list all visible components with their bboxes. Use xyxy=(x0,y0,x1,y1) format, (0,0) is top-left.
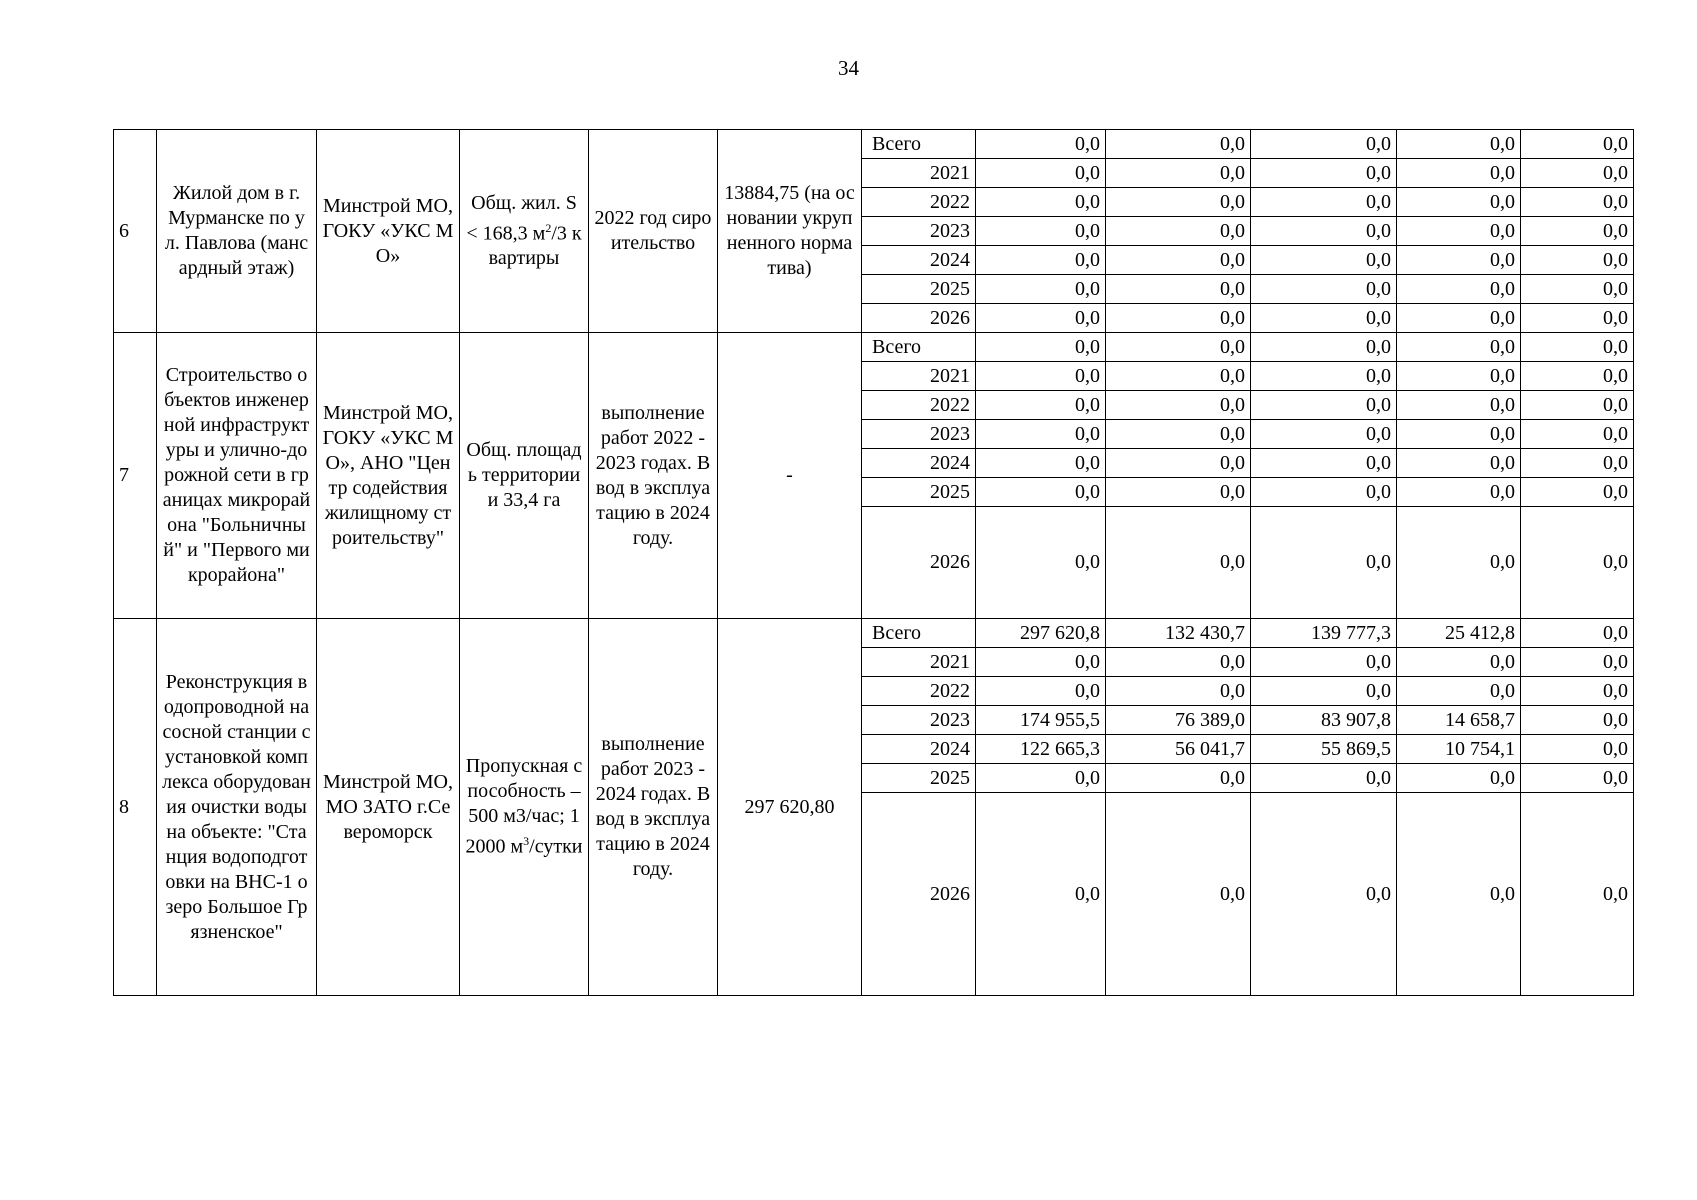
year-label: 2025 xyxy=(862,478,976,507)
funding-value-5: 0,0 xyxy=(1521,304,1634,333)
funding-value-1: 0,0 xyxy=(976,420,1106,449)
funding-value-3: 0,0 xyxy=(1251,304,1397,333)
year-label: 2023 xyxy=(862,420,976,449)
construction-term: 2022 год сироительство xyxy=(589,130,718,333)
funding-value-3: 0,0 xyxy=(1251,333,1397,362)
year-label: 2022 xyxy=(862,391,976,420)
funding-value-3: 139 777,3 xyxy=(1251,619,1397,648)
funding-value-2: 0,0 xyxy=(1106,217,1251,246)
funding-value-5: 0,0 xyxy=(1521,188,1634,217)
funding-value-4: 0,0 xyxy=(1397,764,1521,793)
funding-value-2: 0,0 xyxy=(1106,159,1251,188)
page-number: 34 xyxy=(838,56,859,80)
year-label: 2023 xyxy=(862,217,976,246)
funding-value-2: 0,0 xyxy=(1106,793,1251,996)
funding-value-3: 55 869,5 xyxy=(1251,735,1397,764)
capacity: Общ. жил. S < 168,3 $м^2/3$ квартиры xyxy=(460,130,589,333)
funding-value-5: 0,0 xyxy=(1521,677,1634,706)
funding-value-5: 0,0 xyxy=(1521,507,1634,619)
funding-value-4: 0,0 xyxy=(1397,449,1521,478)
funding-value-1: 0,0 xyxy=(976,648,1106,677)
year-label: 2025 xyxy=(862,275,976,304)
object-name: Строительство объектов инженерной инфраструктуры и улично-дорожной сети в границах микрорайона "Больничный" и "Первого микрорайона" xyxy=(157,333,317,619)
funding-value-2: 0,0 xyxy=(1106,507,1251,619)
funding-value-5: 0,0 xyxy=(1521,333,1634,362)
funding-value-2: 0,0 xyxy=(1106,362,1251,391)
year-label: 2026 xyxy=(862,507,976,619)
funding-value-2: 0,0 xyxy=(1106,304,1251,333)
funding-value-1: 0,0 xyxy=(976,246,1106,275)
funding-value-4: 0,0 xyxy=(1397,188,1521,217)
funding-value-1: 0,0 xyxy=(976,764,1106,793)
funding-value-3: 83 907,8 xyxy=(1251,706,1397,735)
object-name: Реконструкция водопроводной насосной станции с установкой комплекса оборудования очистки воды на объекте: "Станция водоподготовки на ВНС-1 озеро Большое Грязненское" xyxy=(157,619,317,996)
funding-value-3: 0,0 xyxy=(1251,217,1397,246)
funding-value-2: 0,0 xyxy=(1106,188,1251,217)
capacity: Общ. площадь территории и 33,4 га xyxy=(460,333,589,619)
year-label: 2024 xyxy=(862,735,976,764)
funding-value-3: 0,0 xyxy=(1251,130,1397,159)
funding-value-4: 25 412,8 xyxy=(1397,619,1521,648)
funding-value-5: 0,0 xyxy=(1521,648,1634,677)
funding-value-5: 0,0 xyxy=(1521,735,1634,764)
funding-value-4: 0,0 xyxy=(1397,478,1521,507)
year-label: 2022 xyxy=(862,677,976,706)
funding-value-1: 0,0 xyxy=(976,130,1106,159)
table-body xyxy=(114,130,1634,996)
program-table xyxy=(113,129,1634,996)
responsible-party: Минстрой МО, МО ЗАТО г.Североморск xyxy=(317,619,460,996)
year-label: Всего xyxy=(862,333,976,362)
funding-value-4: 0,0 xyxy=(1397,130,1521,159)
funding-value-4: 10 754,1 xyxy=(1397,735,1521,764)
funding-value-3: 0,0 xyxy=(1251,188,1397,217)
funding-value-1: 0,0 xyxy=(976,275,1106,304)
funding-value-1: 0,0 xyxy=(976,449,1106,478)
funding-value-2: 132 430,7 xyxy=(1106,619,1251,648)
table-row xyxy=(114,619,1634,648)
funding-value-5: 0,0 xyxy=(1521,420,1634,449)
capacity: Пропускная способность – 500 м3/час; 12000 $м^3$/сутки xyxy=(460,619,589,996)
funding-value-2: 76 389,0 xyxy=(1106,706,1251,735)
funding-value-2: 0,0 xyxy=(1106,648,1251,677)
funding-value-4: 0,0 xyxy=(1397,304,1521,333)
funding-value-3: 0,0 xyxy=(1251,449,1397,478)
funding-value-5: 0,0 xyxy=(1521,246,1634,275)
funding-value-2: 0,0 xyxy=(1106,677,1251,706)
year-label: 2021 xyxy=(862,362,976,391)
table-row xyxy=(114,333,1634,362)
funding-value-5: 0,0 xyxy=(1521,217,1634,246)
funding-value-2: 0,0 xyxy=(1106,764,1251,793)
funding-value-1: 0,0 xyxy=(976,159,1106,188)
responsible-party: Минстрой МО, ГОКУ «УКС МО» xyxy=(317,130,460,333)
year-label: 2021 xyxy=(862,159,976,188)
responsible-party: Минстрой МО, ГОКУ «УКС МО», АНО "Центр содействия жилищному строительству" xyxy=(317,333,460,619)
funding-value-4: 14 658,7 xyxy=(1397,706,1521,735)
row-number: 6 xyxy=(114,130,157,333)
funding-value-4: 0,0 xyxy=(1397,648,1521,677)
funding-value-5: 0,0 xyxy=(1521,793,1634,996)
funding-value-5: 0,0 xyxy=(1521,706,1634,735)
construction-term: выполнение работ 2022 - 2023 годах. Ввод в эксплуатацию в 2024 году. xyxy=(589,333,718,619)
year-label: 2026 xyxy=(862,793,976,996)
funding-value-1: 122 665,3 xyxy=(976,735,1106,764)
funding-value-4: 0,0 xyxy=(1397,391,1521,420)
year-label: Всего xyxy=(862,619,976,648)
funding-value-3: 0,0 xyxy=(1251,677,1397,706)
funding-value-5: 0,0 xyxy=(1521,449,1634,478)
funding-value-3: 0,0 xyxy=(1251,391,1397,420)
funding-value-4: 0,0 xyxy=(1397,793,1521,996)
funding-value-4: 0,0 xyxy=(1397,420,1521,449)
funding-value-3: 0,0 xyxy=(1251,420,1397,449)
year-label: 2024 xyxy=(862,449,976,478)
funding-value-3: 0,0 xyxy=(1251,793,1397,996)
funding-value-4: 0,0 xyxy=(1397,275,1521,304)
year-label: 2025 xyxy=(862,764,976,793)
funding-value-2: 0,0 xyxy=(1106,246,1251,275)
funding-value-2: 0,0 xyxy=(1106,449,1251,478)
funding-value-3: 0,0 xyxy=(1251,764,1397,793)
funding-value-3: 0,0 xyxy=(1251,362,1397,391)
funding-value-3: 0,0 xyxy=(1251,478,1397,507)
funding-value-5: 0,0 xyxy=(1521,391,1634,420)
funding-value-1: 297 620,8 xyxy=(976,619,1106,648)
funding-value-5: 0,0 xyxy=(1521,619,1634,648)
funding-value-4: 0,0 xyxy=(1397,333,1521,362)
construction-term: выполнение работ 2023 - 2024 годах. Ввод в эксплуатацию в 2024 году. xyxy=(589,619,718,996)
funding-value-1: 0,0 xyxy=(976,793,1106,996)
funding-value-1: 0,0 xyxy=(976,391,1106,420)
funding-value-3: 0,0 xyxy=(1251,159,1397,188)
funding-value-2: 0,0 xyxy=(1106,391,1251,420)
funding-value-1: 0,0 xyxy=(976,188,1106,217)
funding-value-2: 56 041,7 xyxy=(1106,735,1251,764)
year-label: 2024 xyxy=(862,246,976,275)
funding-value-1: 0,0 xyxy=(976,677,1106,706)
year-label: 2023 xyxy=(862,706,976,735)
funding-value-2: 0,0 xyxy=(1106,275,1251,304)
funding-value-1: 0,0 xyxy=(976,217,1106,246)
year-label: 2022 xyxy=(862,188,976,217)
funding-value-4: 0,0 xyxy=(1397,246,1521,275)
year-label: 2026 xyxy=(862,304,976,333)
estimated-cost: 297 620,80 xyxy=(718,619,862,996)
year-label: Всего xyxy=(862,130,976,159)
funding-value-5: 0,0 xyxy=(1521,130,1634,159)
funding-value-3: 0,0 xyxy=(1251,246,1397,275)
funding-value-2: 0,0 xyxy=(1106,478,1251,507)
funding-value-1: 0,0 xyxy=(976,507,1106,619)
row-number: 7 xyxy=(114,333,157,619)
superscript: 3 xyxy=(523,834,530,849)
funding-value-1: 0,0 xyxy=(976,478,1106,507)
funding-value-2: 0,0 xyxy=(1106,420,1251,449)
funding-value-3: 0,0 xyxy=(1251,275,1397,304)
funding-value-5: 0,0 xyxy=(1521,764,1634,793)
funding-value-5: 0,0 xyxy=(1521,362,1634,391)
estimated-cost: - xyxy=(718,333,862,619)
superscript: 2 xyxy=(545,220,552,235)
funding-value-1: 0,0 xyxy=(976,362,1106,391)
funding-value-2: 0,0 xyxy=(1106,130,1251,159)
estimated-cost: 13884,75 (на основании укрупненного норматива) xyxy=(718,130,862,333)
table-row xyxy=(114,130,1634,159)
object-name: Жилой дом в г. Мурманске по ул. Павлова (мансардный этаж) xyxy=(157,130,317,333)
funding-value-2: 0,0 xyxy=(1106,333,1251,362)
funding-value-5: 0,0 xyxy=(1521,478,1634,507)
funding-value-4: 0,0 xyxy=(1397,677,1521,706)
row-number: 8 xyxy=(114,619,157,996)
funding-value-5: 0,0 xyxy=(1521,159,1634,188)
year-label: 2021 xyxy=(862,648,976,677)
funding-value-1: 0,0 xyxy=(976,333,1106,362)
funding-value-5: 0,0 xyxy=(1521,275,1634,304)
funding-value-1: 0,0 xyxy=(976,304,1106,333)
funding-value-4: 0,0 xyxy=(1397,362,1521,391)
funding-value-4: 0,0 xyxy=(1397,159,1521,188)
funding-value-3: 0,0 xyxy=(1251,648,1397,677)
funding-value-3: 0,0 xyxy=(1251,507,1397,619)
funding-value-4: 0,0 xyxy=(1397,217,1521,246)
funding-value-4: 0,0 xyxy=(1397,507,1521,619)
funding-value-1: 174 955,5 xyxy=(976,706,1106,735)
